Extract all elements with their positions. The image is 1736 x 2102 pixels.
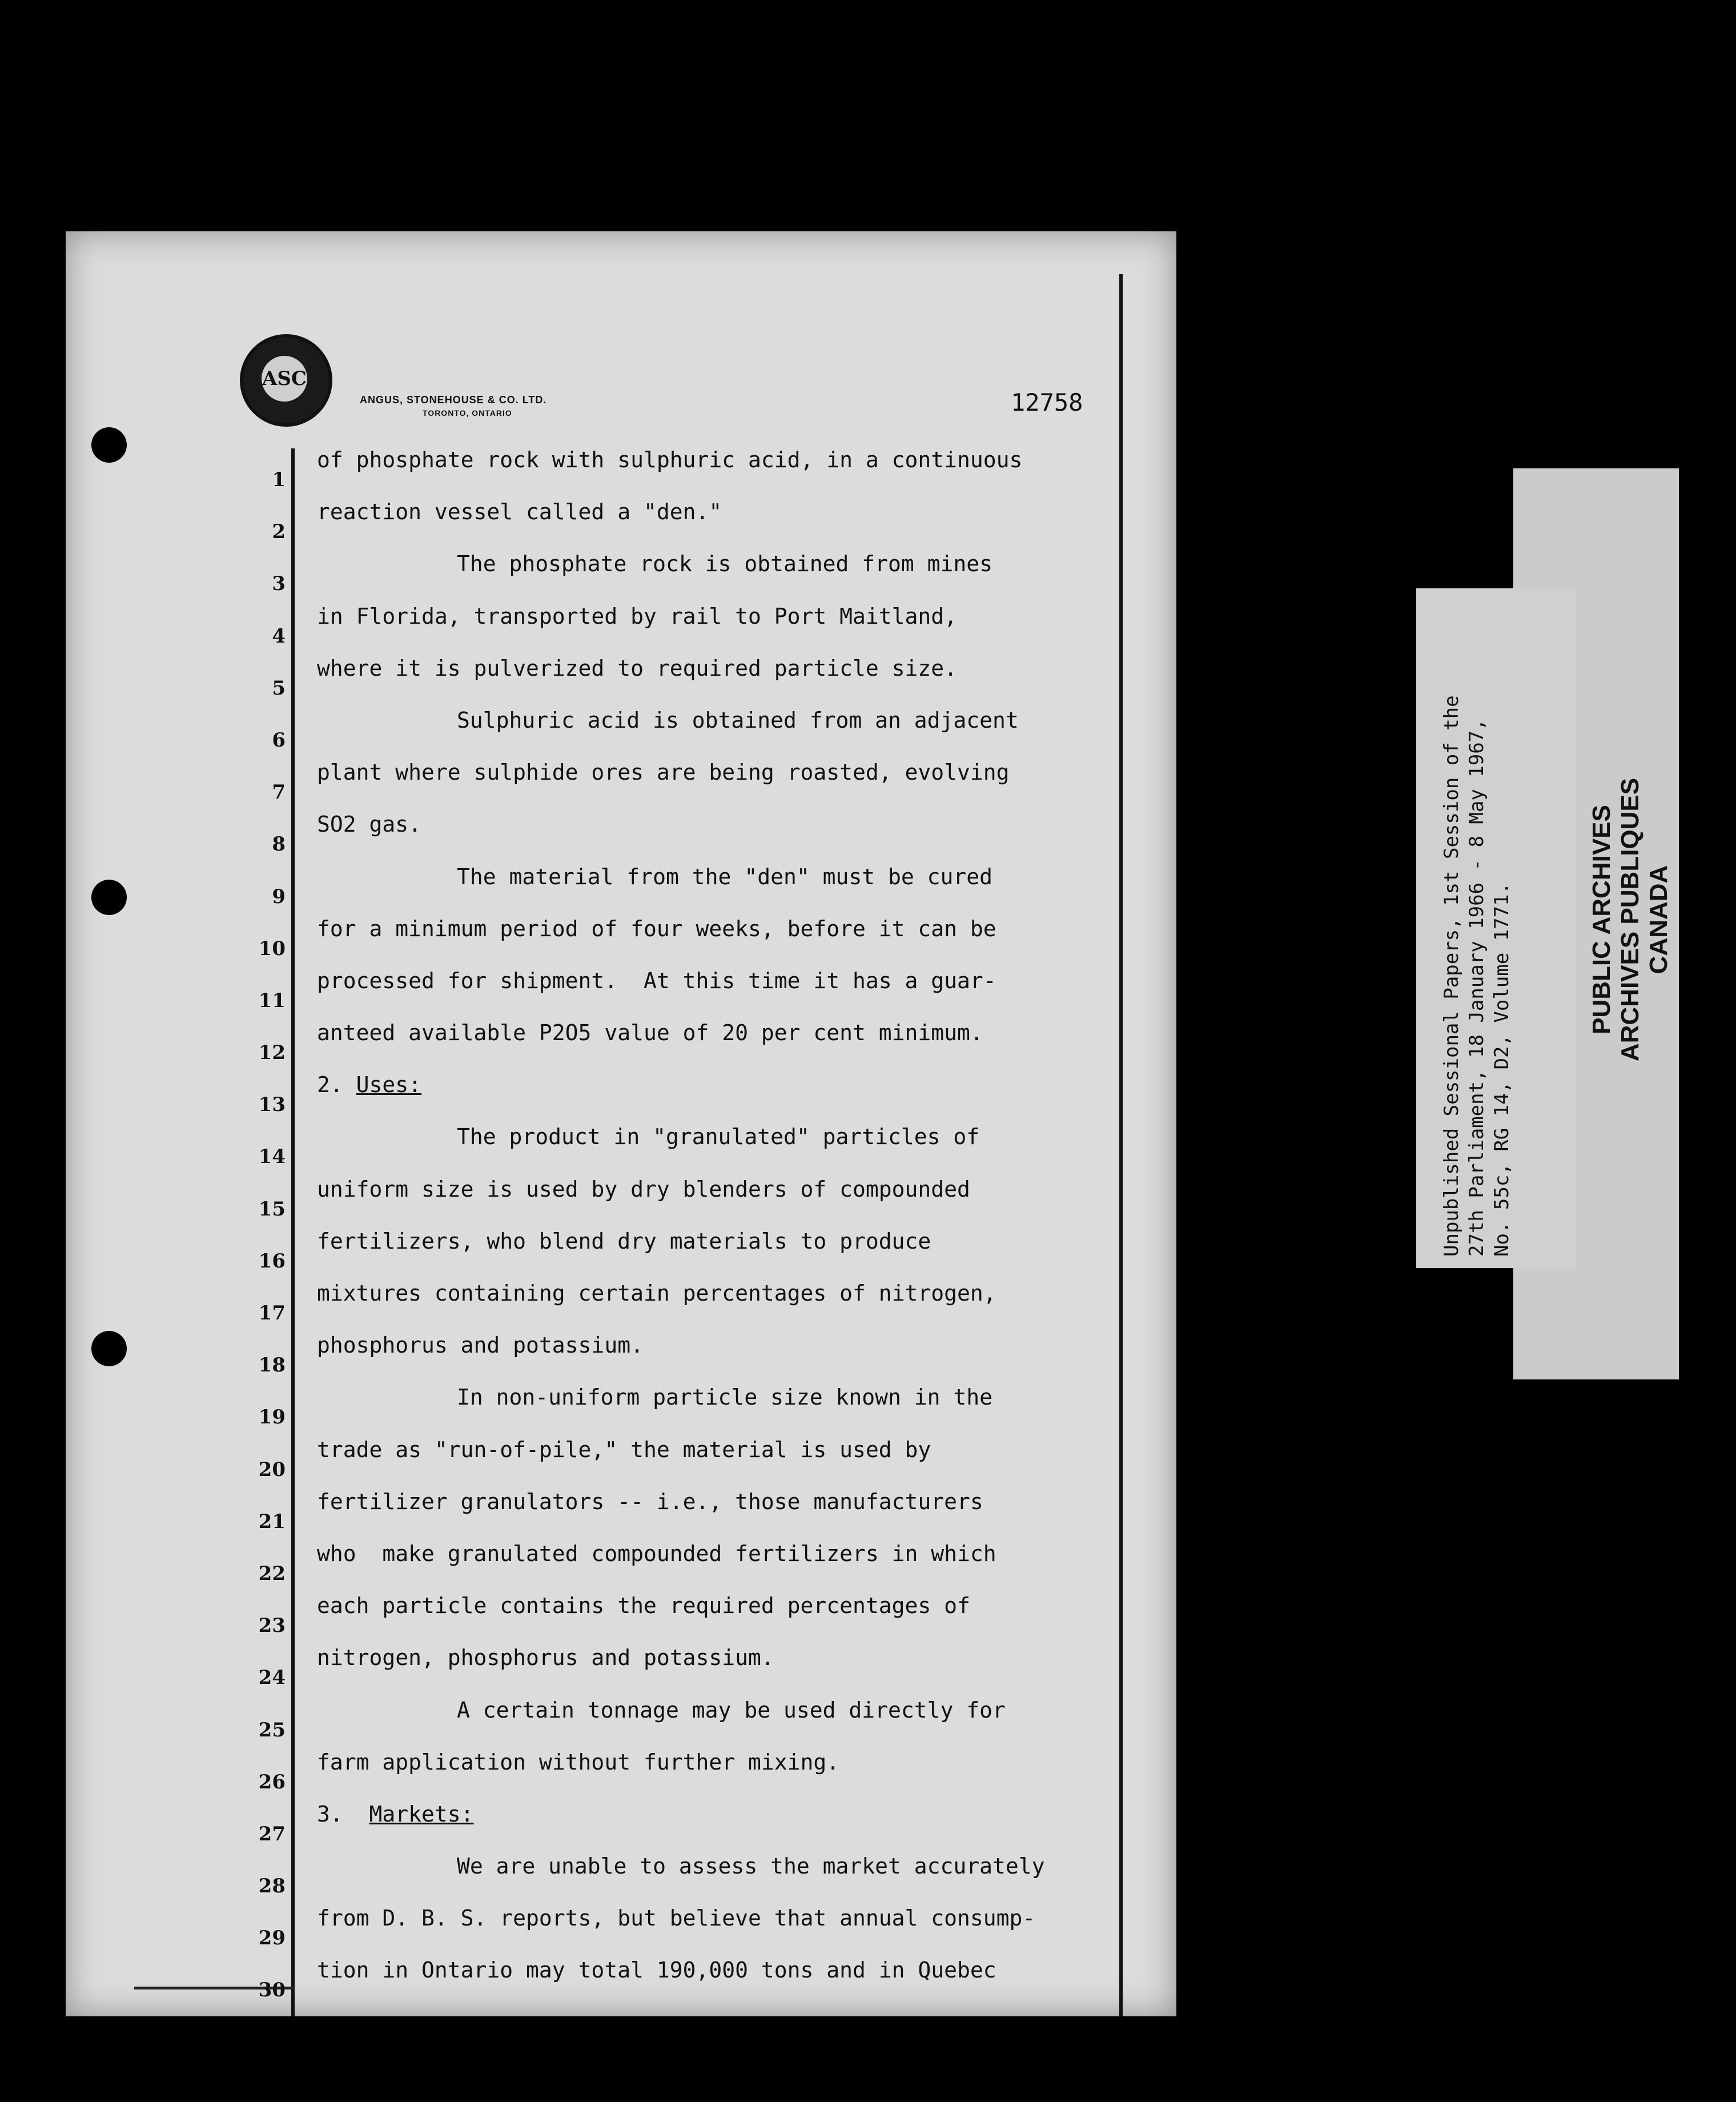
archives-stamp — [1588, 760, 1673, 1080]
section-number: 3. — [317, 1801, 343, 1827]
line-number: 9 — [272, 885, 286, 908]
line-number: 16 — [258, 1249, 286, 1273]
line-number: 22 — [258, 1562, 286, 1585]
binder-hole — [91, 880, 127, 915]
line-number-column — [251, 454, 286, 2017]
line-number: 25 — [258, 1718, 286, 1742]
section-heading — [317, 1788, 1116, 1840]
text-line: The product in "granulated" particles of — [457, 1124, 980, 1150]
text-line: anteed available P2O5 value of 20 per cent minimum. — [317, 1020, 983, 1046]
line-number: 24 — [258, 1666, 286, 1690]
text-line: uniform size is used by dry blenders of compounded — [317, 1176, 970, 1202]
document-body — [317, 434, 1116, 1997]
line-number: 30 — [258, 1979, 286, 2002]
text-line: farm application without further mixing. — [317, 1749, 840, 1775]
text-line: tion in Ontario may total 190,000 tons and in Quebec — [317, 1957, 996, 1983]
text-line: A certain tonnage may be used directly for — [457, 1697, 1006, 1723]
line-number: 14 — [258, 1145, 286, 1169]
binder-hole — [91, 427, 127, 463]
right-margin-rule — [1119, 274, 1123, 2016]
section-heading — [317, 1059, 1116, 1111]
text-line: phosphorus and potassium. — [317, 1333, 644, 1358]
text-line: where it is pulverized to required particle size. — [317, 655, 958, 681]
company-location: TORONTO, ONTARIO — [423, 408, 512, 418]
line-number: 13 — [258, 1093, 286, 1117]
line-number: 6 — [272, 728, 286, 752]
line-number: 28 — [258, 1875, 286, 1898]
line-number: 26 — [258, 1770, 286, 1794]
text-line: each particle contains the required percentages of — [317, 1593, 970, 1619]
line-number: 19 — [258, 1406, 286, 1429]
citation-line: 27th Parliament, 18 January 1966 - 8 May 1967, — [1465, 719, 1488, 1257]
line-number: 15 — [258, 1197, 286, 1221]
text-line: reaction vessel called a "den." — [317, 499, 722, 525]
line-number: 29 — [258, 1927, 286, 1950]
line-number: 18 — [258, 1354, 286, 1377]
page-number: 12758 — [1011, 388, 1083, 416]
text-line: fertilizer granulators -- i.e., those manufacturers — [317, 1489, 983, 1514]
text-line: trade as "run-of-pile," the material is used by — [317, 1437, 931, 1462]
line-number: 7 — [272, 781, 286, 804]
line-number: 8 — [272, 833, 286, 856]
line-number: 5 — [272, 676, 286, 700]
text-line: of phosphate rock with sulphuric acid, in a continuous — [317, 447, 1023, 472]
company-logo — [240, 334, 332, 427]
logo-initials: ASC — [262, 356, 307, 402]
text-line: mixtures containing certain percentages of nitrogen, — [317, 1281, 996, 1306]
stamp-line: CANADA — [1645, 865, 1673, 974]
binder-hole — [91, 1331, 127, 1366]
section-title: Uses: — [356, 1072, 422, 1098]
line-number: 20 — [258, 1458, 286, 1481]
text-line: in Florida, transported by rail to Port Maitland, — [317, 603, 958, 629]
line-number: 27 — [258, 1822, 286, 1846]
citation-line: No. 55c, RG 14, D2, Volume 1771. — [1490, 882, 1513, 1257]
citation-line: Unpublished Sessional Papers, 1st Session of the — [1440, 695, 1463, 1257]
stamp-line: PUBLIC ARCHIVES — [1588, 805, 1616, 1034]
line-number: 4 — [272, 624, 286, 648]
left-margin-rule — [291, 448, 295, 2016]
section-number: 2. — [317, 1072, 343, 1098]
line-number: 12 — [258, 1041, 286, 1065]
text-line: The phosphate rock is obtained from mines — [457, 551, 992, 577]
text-line: plant where sulphide ores are being roasted, evolving — [317, 760, 1010, 785]
text-line: The material from the "den" must be cured — [457, 864, 992, 889]
line-number: 23 — [258, 1614, 286, 1638]
archive-citation — [1439, 600, 1514, 1257]
section-title: Markets: — [369, 1801, 474, 1827]
text-line: who make granulated compounded fertilizers in which — [317, 1541, 996, 1566]
line-number: 3 — [272, 572, 286, 596]
text-line: SO2 gas. — [317, 812, 422, 837]
text-line: fertilizers, who blend dry materials to produce — [317, 1228, 931, 1254]
text-line: nitrogen, phosphorus and potassium. — [317, 1645, 774, 1671]
line-number: 2 — [272, 520, 286, 544]
text-line: processed for shipment. At this time it has a guar- — [317, 968, 996, 993]
text-line: from D. B. S. reports, but believe that annual consump- — [317, 1906, 1036, 1931]
line-number: 11 — [258, 989, 286, 1012]
text-line: We are unable to assess the market accurately — [457, 1854, 1045, 1879]
line-number: 1 — [272, 468, 286, 491]
letterhead — [360, 394, 546, 418]
line-number: 21 — [258, 1510, 286, 1533]
stamp-line: ARCHIVES PUBLIQUES — [1616, 777, 1644, 1062]
text-line: In non-uniform particle size known in the — [457, 1385, 992, 1410]
line-number: 17 — [258, 1302, 286, 1325]
line-number: 10 — [258, 937, 286, 960]
text-line: Sulphuric acid is obtained from an adjacent — [457, 707, 1019, 733]
company-name: ANGUS, STONEHOUSE & CO. LTD. — [360, 394, 547, 406]
text-line: for a minimum period of four weeks, before it can be — [317, 916, 996, 941]
